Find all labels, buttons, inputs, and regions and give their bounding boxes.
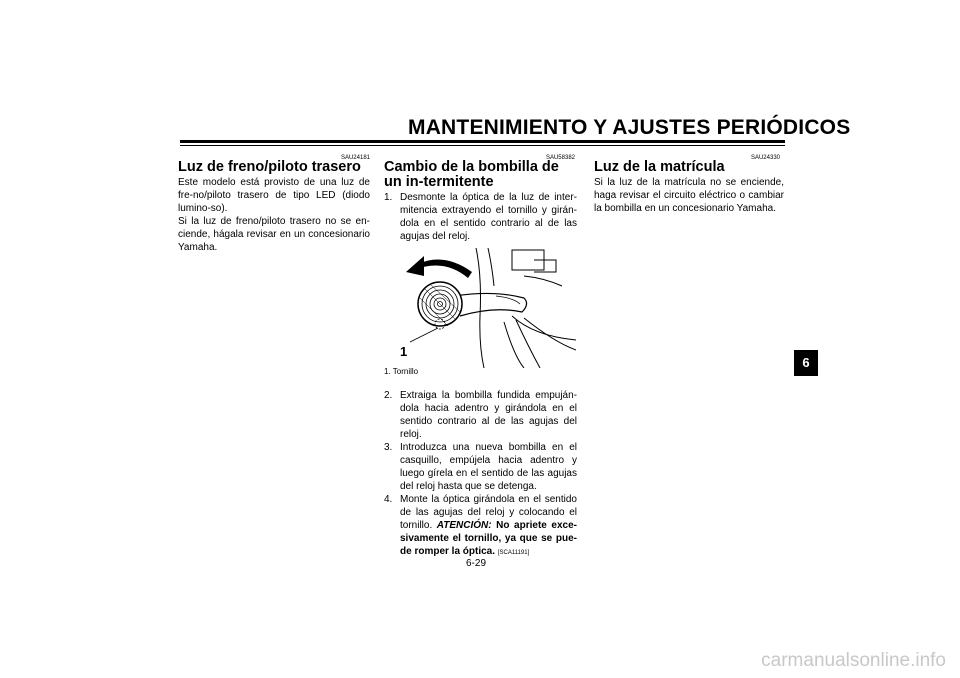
- rotate-arrow-icon: [406, 256, 472, 278]
- steps-list: [384, 191, 577, 243]
- attention-warning: No apriete exce-sivamente el tornillo, ya que se pue-de romper la óptica.: [400, 520, 577, 557]
- paragraph: Este modelo está provisto de una luz de fre-no/piloto trasero de tipo LED (diodo lumino-so).: [178, 177, 370, 214]
- figure-caption: 1. Tornillo: [384, 367, 419, 376]
- page-number: 6-29: [466, 558, 487, 569]
- list-item: 2. Extraiga la bombilla fundida empuján-dola hacia adentro y girándola en el sentido contrario al de las agujas del reloj.: [384, 390, 577, 440]
- header-rule-thick: [180, 140, 785, 143]
- paragraph: Si la luz de la matrícula no se enciende, haga revisar el circuito eléctrico o cambiar la bombilla en un concesionario Yamaha.: [594, 177, 784, 214]
- steps-list: [384, 389, 577, 560]
- attention-label: ATENCIÓN:: [436, 520, 492, 531]
- section-title: Cambio de la bombilla de un in-termitente: [384, 159, 559, 190]
- watermark: carmanualsonline.info: [761, 650, 946, 671]
- figure-turn-signal: [384, 246, 576, 368]
- turn-signal-illustration: [384, 246, 576, 368]
- list-item: 3. Introduzca una nueva bombilla en el casquillo, empújela hacia adentro y luego gírela en el sentido de las agujas del reloj hasta que se detenga.: [384, 442, 577, 492]
- section-title: Luz de freno/piloto trasero: [178, 159, 361, 175]
- section-code: SAU58382: [545, 155, 575, 161]
- figure-callout-label: 1: [400, 344, 408, 359]
- reference-code: [SCA11191]: [497, 550, 530, 556]
- section-code: SAU24330: [750, 155, 780, 161]
- list-item: 4. Monte la óptica girándola en el sentido de las agujas del reloj y colocando el tornillo. ATENCIÓN: No apriete exce-sivamente el tornillo, ya que se pue-de romper la óptica. [SCA11191]: [384, 494, 577, 557]
- page-header-title: MANTENIMIENTO Y AJUSTES PERIÓDICOS: [408, 116, 851, 139]
- paragraph: Si la luz de freno/piloto trasero no se en-ciende, hágala revisar en un concesionario Yamaha.: [178, 216, 370, 253]
- section-title: Luz de la matrícula: [594, 159, 725, 175]
- header-rule-thin: [180, 145, 785, 146]
- left-body: [178, 176, 370, 254]
- chapter-tab: 6: [794, 350, 818, 376]
- section-code: SAU24181: [340, 155, 370, 161]
- list-item: 1. Desmonte la óptica de la luz de inter-mitencia extrayendo el tornillo y girán-dola en el sentido contrario al de las agujas del reloj.: [384, 192, 577, 242]
